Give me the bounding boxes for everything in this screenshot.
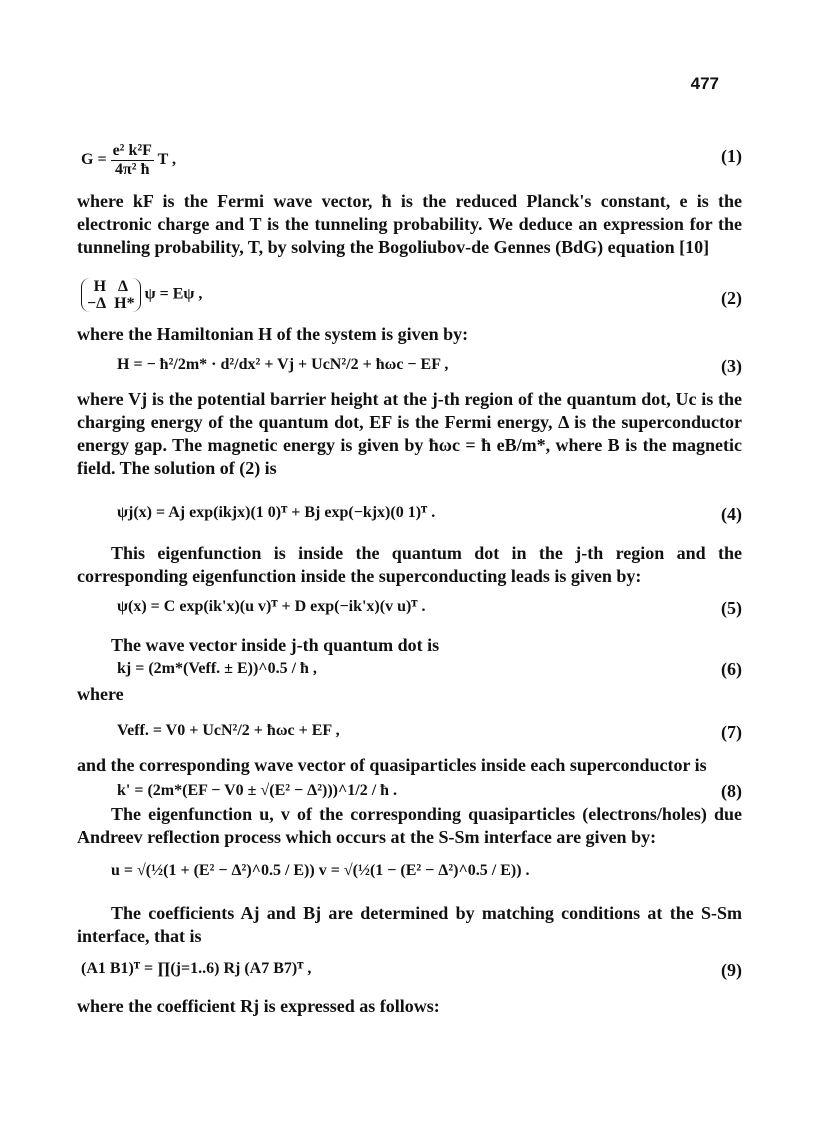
eq7-label: (7) <box>721 722 742 742</box>
eq2-m11: H <box>93 278 107 295</box>
eq5-body: ψ(x) = C exp(ik'x)(u v)ᵀ + D exp(−ik'x)(v u)ᵀ . <box>117 598 426 615</box>
paragraph-9: The coefficients Aj and Bj are determined by matching conditions at the S-Sm interface, that is <box>77 903 742 946</box>
equation-uv <box>77 852 742 894</box>
equation-8 <box>77 778 742 806</box>
eq3-label: (3) <box>721 356 742 376</box>
eq7-body: Veff. = V0 + UcN²/2 + ħωc + EF , <box>117 722 340 739</box>
eq9-body: (A1 B1)ᵀ = ∏(j=1..6) Rj (A7 B7)ᵀ , <box>81 960 312 977</box>
equation-6 <box>77 657 742 685</box>
eq2-label: (2) <box>721 288 742 308</box>
eq1-tail: T , <box>157 151 177 169</box>
paragraph-5: The wave vector inside j-th quantum dot is <box>111 635 440 655</box>
eq9-label: (9) <box>721 960 742 980</box>
eq1-label: (1) <box>721 146 742 166</box>
eq3-body: H = − ħ²/2m* · d²/dx² + Vj + UcN²/2 + ħωc − EF , <box>117 356 449 373</box>
eq6-label: (6) <box>721 659 742 679</box>
eq5-label: (5) <box>721 598 742 618</box>
eq2-m22: H* <box>114 295 135 312</box>
equation-4 <box>77 496 742 536</box>
eq2-m12: Δ <box>118 278 129 295</box>
eq2-rhs: ψ = Eψ , <box>144 285 203 303</box>
eq4-label: (4) <box>721 504 742 524</box>
paragraph-8: The eigenfunction u, v of the corresponding quasiparticles (electrons/holes) due Andreev reflection process which occurs at the S-Sm interface are given by: <box>77 804 742 847</box>
equation-7 <box>77 710 742 754</box>
eq2-m21: −Δ <box>87 295 107 312</box>
paragraph-10: where the coefficient Rj is expressed as follows: <box>77 996 440 1016</box>
equation-9 <box>77 950 742 994</box>
paragraph-6: where <box>77 684 124 704</box>
eq8-body: k' = (2m*(EF − V0 ± √(E² − Δ²)))^1/2 / ħ . <box>117 782 398 799</box>
paragraph-3: where Vj is the potential barrier height at the j-th region of the quantum dot, Uc is the charging energy of the quantum dot, EF is the Fermi energy, Δ is the superconductor energy gap. The magnetic energy is given by ħωc = ħ eB/m*, where B is the magnetic field. The solution of (2) is <box>77 389 742 478</box>
eq1-denominator: 4π² ħ <box>115 161 150 178</box>
equation-5 <box>77 590 742 630</box>
eq1-lhs: G = <box>81 151 107 169</box>
paragraph-1: where kF is the Fermi wave vector, ħ is the reduced Planck's constant, e is the electronic charge and T is the tunneling probability. We deduce an expression for the tunneling probability, T, by solving the Bogoliubov-de Gennes (BdG) equation [10] <box>77 191 742 257</box>
eq8-label: (8) <box>721 781 742 801</box>
equation-1 <box>77 128 742 184</box>
paragraph-4: This eigenfunction is inside the quantum dot in the j-th region and the corresponding eigenfunction inside the superconducting leads is given by: <box>77 543 742 586</box>
eq4-body: ψj(x) = Aj exp(ikjx)(1 0)ᵀ + Bj exp(−kjx)(0 1)ᵀ . <box>117 504 436 521</box>
page-number: 477 <box>690 74 719 93</box>
paragraph-7: and the corresponding wave vector of quasiparticles inside each superconductor is <box>77 755 707 775</box>
equation-3 <box>77 348 742 388</box>
paragraph-2: where the Hamiltonian H of the system is given by: <box>77 324 469 344</box>
eq1-numerator: e² k²F <box>112 142 152 159</box>
uv-body: u = √(½(1 + (E² − Δ²)^0.5 / E)) v = √(½(1 − (E² − Δ²)^0.5 / E)) . <box>111 862 530 879</box>
eq6-body: kj = (2m*(Veff. ± E))^0.5 / ħ , <box>117 660 317 677</box>
equation-2 <box>77 276 742 320</box>
